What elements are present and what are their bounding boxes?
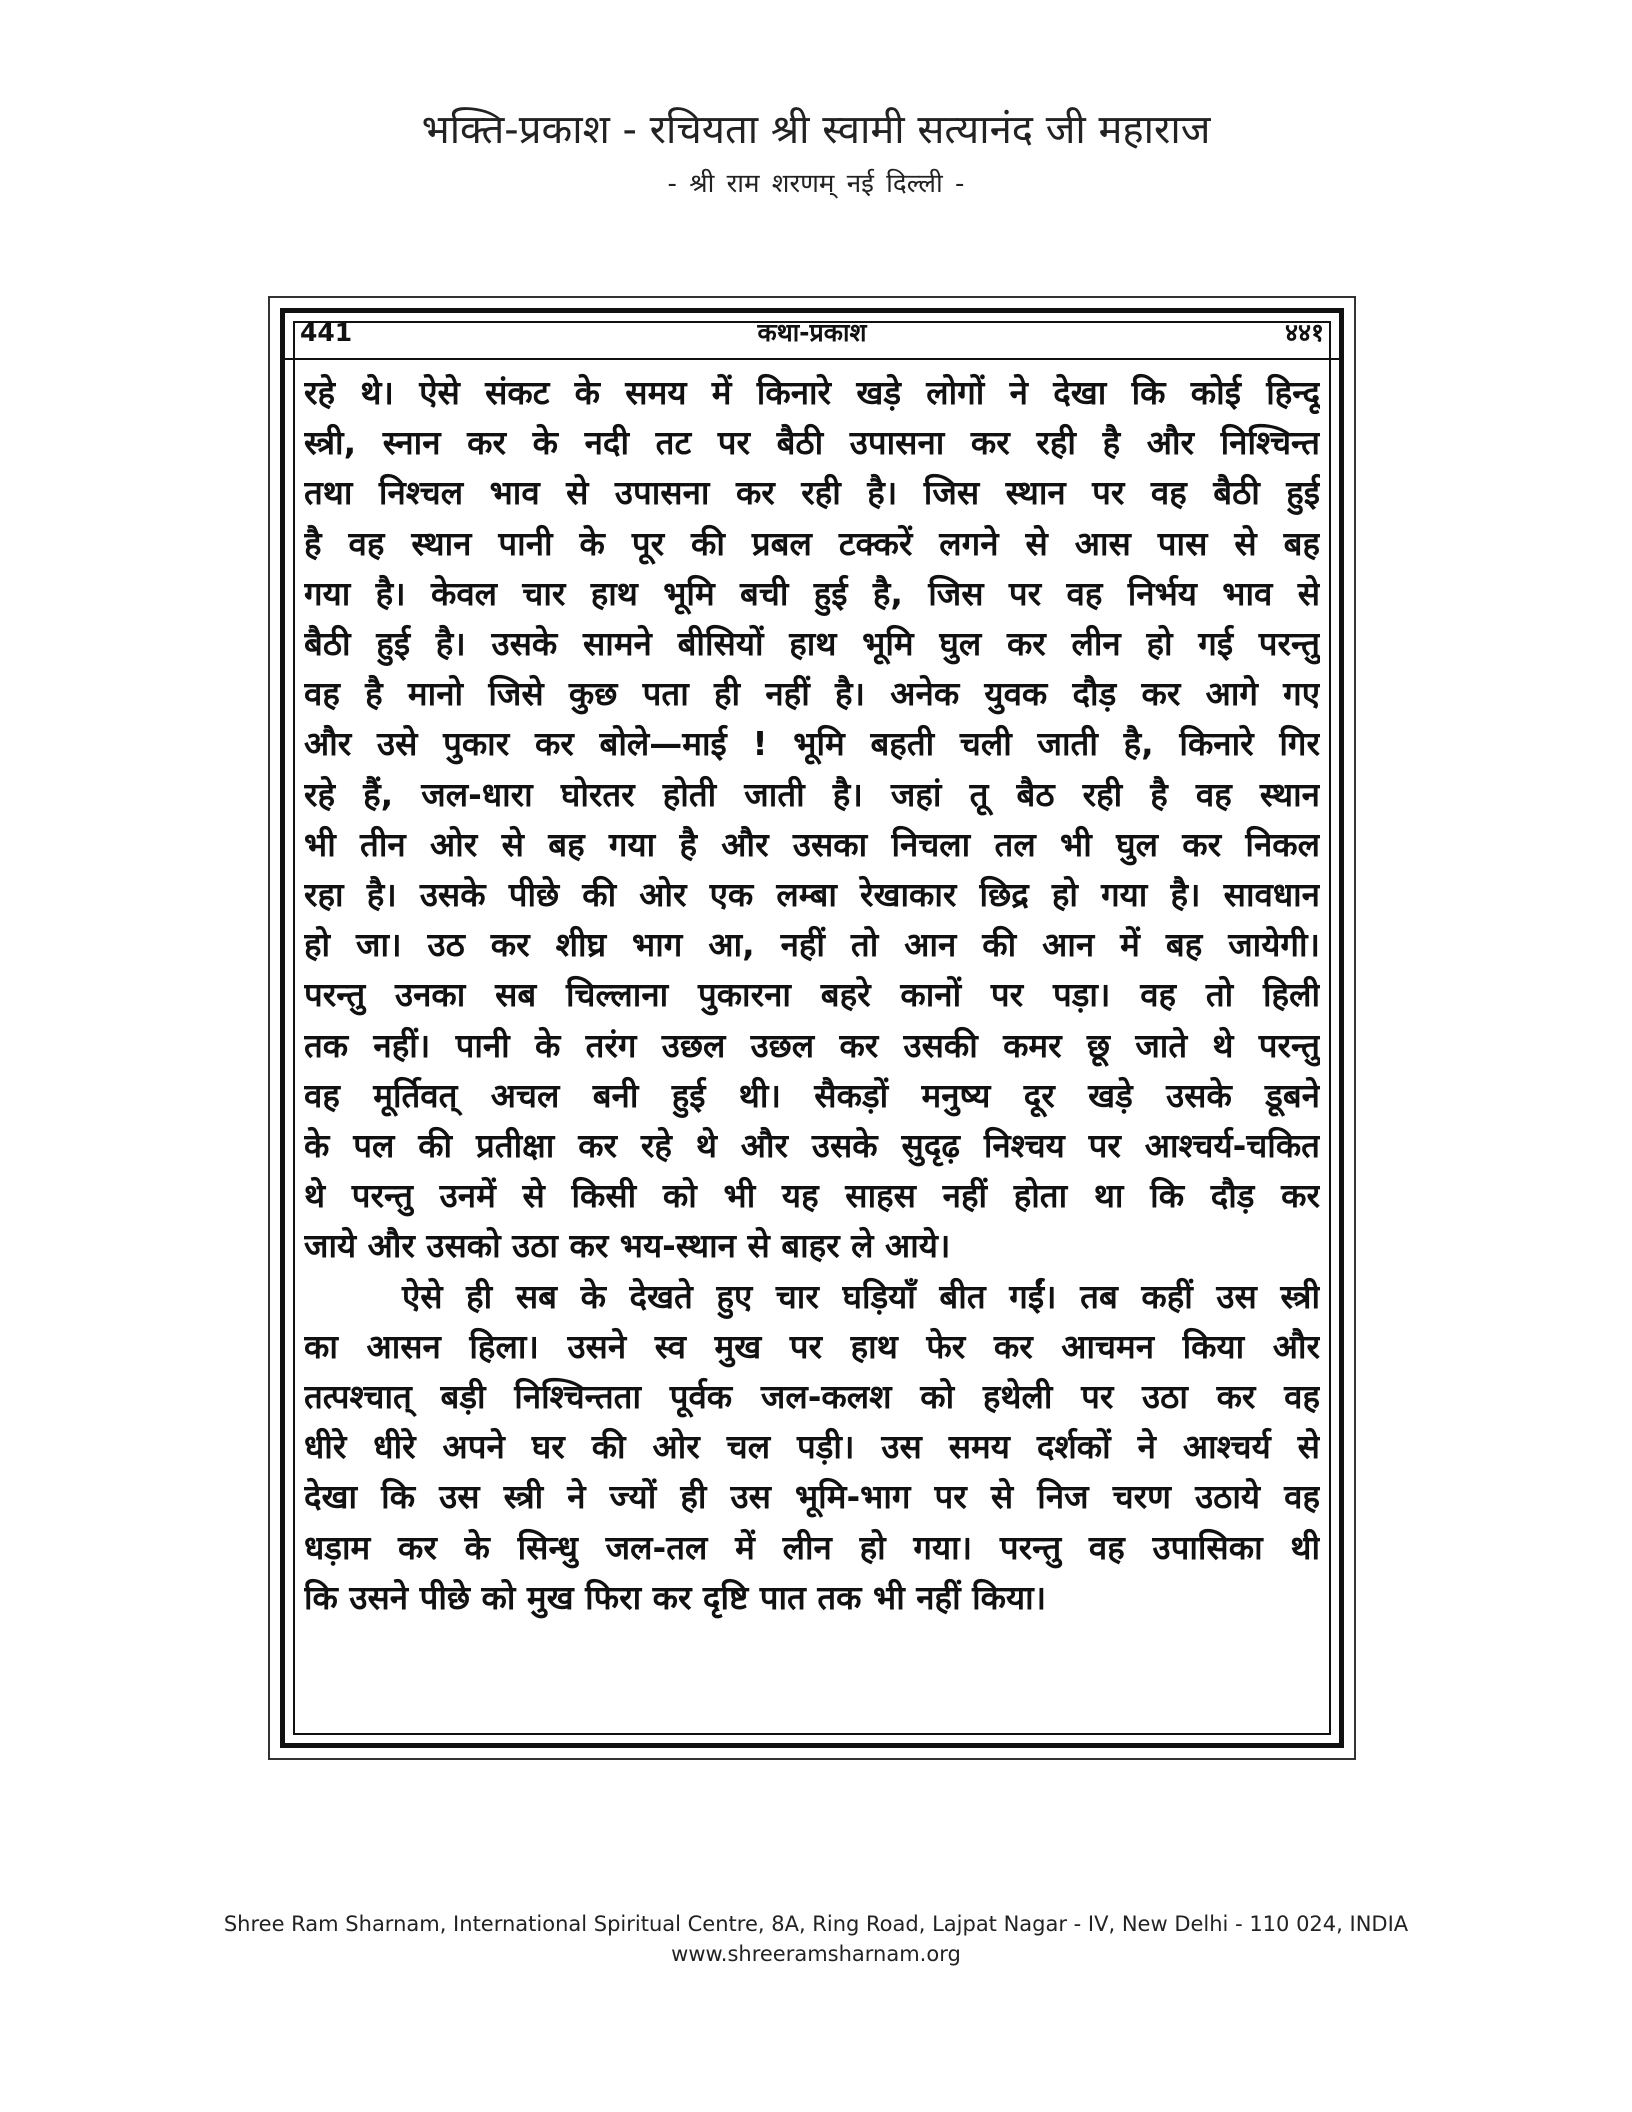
text-line: धीरे धीरे अपने घर की ओर चल पड़ी। उस समय दर्शकों ने आश्चर्य से [304,1427,1320,1467]
page-frame [268,296,1356,1760]
text-line: वह मूर्तिवत् अचल बनी हुई थी। सैकड़ों मनुष्य दूर खड़े उसके डूबने [304,1075,1320,1115]
running-head [300,310,1324,354]
text-line: परन्तु उनका सब चिल्लाना पुकारना बहरे कानों पर पड़ा। वह तो हिली [304,975,1320,1015]
text-line: हो जा। उठ कर शीघ्र भाग आ, नहीं तो आन की आन में बह जायेगी। [304,925,1320,965]
running-head-divider [284,358,1340,360]
text-line: वह है मानो जिसे कुछ पता ही नहीं है। अनेक युवक दौड़ कर आगे गए [304,674,1320,714]
text-line: और उसे पुकार कर बोले—माई ! भूमि बहती चली जाती है, किनारे गिर [304,724,1320,764]
text-line: कि उसने पीछे को मुख फिरा कर दृष्टि पात तक भी नहीं किया। [304,1577,1047,1617]
footer-address: Shree Ram Sharnam, International Spiritual Centre, 8A, Ring Road, Lajpat Nagar - IV, New Delhi - 110 024, INDIA [223,1912,1409,1936]
footer-website: www.shreeramsharnam.org [671,1942,961,1966]
document-header-subtitle: - श्री राम शरणम् नई दिल्ली - [667,169,965,199]
text-line: रहे हैं, जल-धारा घोरतर होती जाती है। जहां तू बैठ रही है वह स्थान [304,774,1320,814]
text-line: थे परन्तु उनमें से किसी को भी यह साहस नहीं होता था कि दौड़ कर [304,1176,1320,1216]
text-line: तथा निश्चल भाव से उपासना कर रही है। जिस स्थान पर वह बैठी हुई [304,473,1320,513]
text-line: रहा है। उसके पीछे की ओर एक लम्बा रेखाकार छिद्र हो गया है। सावधान [304,875,1320,915]
body-text [304,368,1320,1623]
text-line: जाये और उसको उठा कर भय-स्थान से बाहर ले आये। [304,1226,951,1266]
text-line: तक नहीं। पानी के तरंग उछल उछल कर उसकी कमर छू जाते थे परन्तु [304,1025,1320,1065]
text-line: स्त्री, स्नान कर के नदी तट पर बैठी उपासना कर रही है और निश्चिन्त [304,423,1320,463]
text-line: है वह स्थान पानी के पूर की प्रबल टक्करें लगने से आस पास से बह [304,523,1320,563]
text-line: भी तीन ओर से बह गया है और उसका निचला तल भी घुल कर निकल [304,824,1320,864]
text-line: धड़ाम कर के सिन्धु जल-तल में लीन हो गया। परन्तु वह उपासिका थी [304,1527,1320,1567]
text-line: के पल की प्रतीक्षा कर रहे थे और उसके सुदृढ़ निश्चय पर आश्चर्य-चकित [304,1126,1320,1166]
document-header-title: भक्ति-प्रकाश - रचियता श्री स्वामी सत्यानंद जी महाराज [421,107,1211,153]
section-title: कथा-प्रकाश [757,318,867,347]
text-line: तत्पश्चात् बड़ी निश्चिन्तता पूर्वक जल-कलश को हथेली पर उठा कर वह [304,1377,1320,1417]
text-line: बैठी हुई है। उसके सामने बीसियों हाथ भूमि घुल कर लीन हो गई परन्तु [304,624,1320,664]
text-line: का आसन हिला। उसने स्व मुख पर हाथ फेर कर आचमन किया और [304,1326,1320,1366]
page-number-latin: 441 [300,317,353,347]
text-line: गया है। केवल चार हाथ भूमि बची हुई है, जिस पर वह निर्भय भाव से [304,573,1320,613]
page-number-devanagari: ४४१ [1284,318,1324,347]
text-line-paragraph-start: ऐसे ही सब के देखते हुए चार घड़ियाँ बीत गईं। तब कहीं उस स्त्री [402,1276,1320,1316]
text-line: देखा कि उस स्त्री ने ज्यों ही उस भूमि-भाग पर से निज चरण उठाये वह [304,1477,1320,1517]
text-line: रहे थे। ऐसे संकट के समय में किनारे खड़े लोगों ने देखा कि कोई हिन्दू [304,373,1320,412]
